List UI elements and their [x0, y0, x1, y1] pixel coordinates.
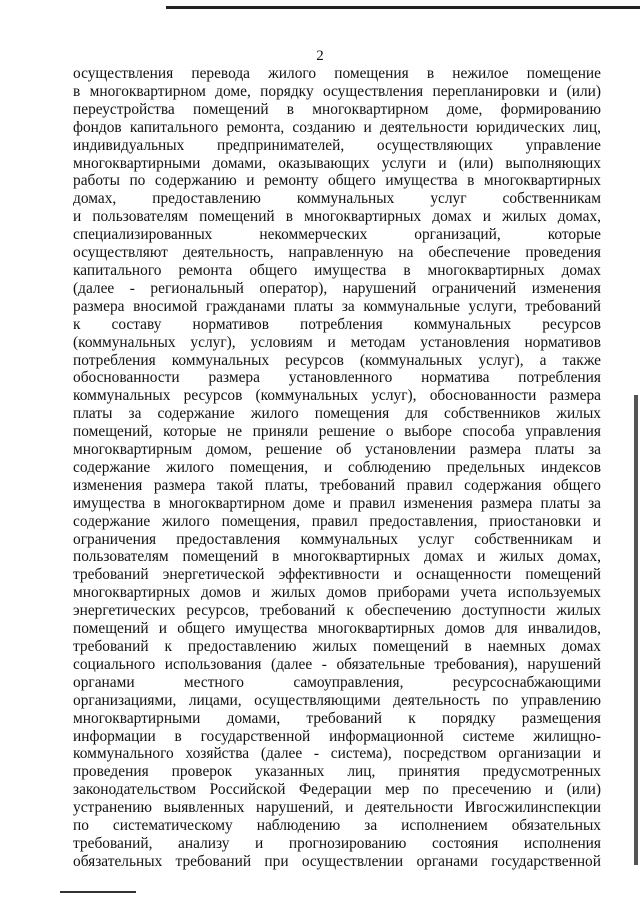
text-line: осуществляют деятельность, направленную на обеспечение проведения [73, 244, 601, 262]
text-line: социального использования (далее - обязательные требования), нарушений [73, 655, 601, 673]
text-line: помещений, которые не приняли решение о выборе способа управления [73, 423, 601, 441]
text-line: и пользователям помещений в многоквартирных домах и жилых домах, [73, 208, 601, 226]
text-line: фондов капитального ремонта, созданию и деятельности юридических лиц, [73, 118, 601, 136]
text-line: по систематическому наблюдению за исполнением обязательных [73, 817, 601, 835]
text-line: индивидуальных предпринимателей, осуществляющих управление [73, 136, 601, 154]
text-line: помещений и общего имущества многоквартирных домов для инвалидов, [73, 620, 601, 638]
text-line: коммунальных ресурсов (коммунальных услуг), обоснованности размера [73, 387, 601, 405]
text-line: потребления коммунальных ресурсов (коммунальных услуг), а также [73, 351, 601, 369]
text-line: содержание жилого помещения, и соблюдению предельных индексов [73, 458, 601, 476]
text-line: энергетических ресурсов, требований к обеспечению доступности жилых [73, 602, 601, 620]
text-line: пользователям помещений в многоквартирных домах и жилых домах, [73, 548, 601, 566]
text-line: капитального ремонта общего имущества в многоквартирных домах [73, 261, 601, 279]
text-line: обязательных требований при осуществлении органами государственной [73, 852, 601, 870]
text-line: изменения размера такой платы, требований правил содержания общего [73, 476, 601, 494]
text-line: многоквартирным домом, решение об установлении размера платы за [73, 441, 601, 459]
text-line: имущества в многоквартирном доме и правил изменения размера платы за [73, 494, 601, 512]
text-line: требований, анализу и прогнозированию состояния исполнения [73, 834, 601, 852]
text-line: к составу нормативов потребления коммунальных ресурсов [73, 315, 601, 333]
text-line: обоснованности размера установленного норматива потребления [73, 369, 601, 387]
text-line: ограничения предоставления коммунальных услуг собственникам и [73, 530, 601, 548]
text-line: специализированных некоммерческих организаций, которые [73, 226, 601, 244]
text-line: коммунального хозяйства (далее - система), посредством организации и [73, 745, 601, 763]
text-line: многоквартирных домов и жилых домов приборами учета используемых [73, 584, 601, 602]
text-line: домах, предоставлению коммунальных услуг собственникам [73, 190, 601, 208]
text-line: требований к предоставлению жилых помещений в наемных домах [73, 638, 601, 655]
page-number: 2 [316, 48, 324, 64]
text-line: многоквартирными домами, требований к порядку размещения [73, 709, 601, 727]
text-line: информации в государственной информационной системе жилищно- [73, 727, 601, 745]
top-scan-border [166, 6, 640, 9]
text-line: работы по содержанию и ремонту общего имущества в многоквартирных [73, 172, 601, 190]
text-line: (коммунальных услуг), условиям и методам установления нормативов [73, 333, 601, 351]
text-line: платы за содержание жилого помещения для собственников жилых [73, 405, 601, 423]
text-line: осуществления перевода жилого помещения в нежилое помещение [73, 65, 601, 82]
text-line: в многоквартирном доме, порядку осуществления перепланировки и (или) [73, 82, 601, 100]
bottom-scan-mark [60, 891, 136, 893]
right-scan-border [634, 395, 638, 865]
text-line: законодательством Российской Федерации мер по пресечению и (или) [73, 781, 601, 799]
text-line: устранению выявленных нарушений, и деятельности Ивгосжилинспекции [73, 799, 601, 817]
text-line: многоквартирными домами, оказывающих услуги и (или) выполняющих [73, 154, 601, 172]
text-line: организациями, лицами, осуществляющими деятельность по управлению [73, 691, 601, 709]
text-line: размера вносимой гражданами платы за коммунальные услуги, требований [73, 297, 601, 315]
text-line: органами местного самоуправления, ресурсоснабжающими [73, 673, 601, 691]
text-line: переустройства помещений в многоквартирном доме, формированию [73, 100, 601, 118]
text-line: содержание жилого помещения, правил предоставления, приостановки и [73, 512, 601, 530]
text-line: проведения проверок указанных лиц, принятия предусмотренных [73, 763, 601, 781]
text-line: (далее - региональный оператор), нарушений ограничений изменения [73, 279, 601, 297]
document-body [73, 65, 601, 871]
text-line: требований энергетической эффективности и оснащенности помещений [73, 566, 601, 584]
